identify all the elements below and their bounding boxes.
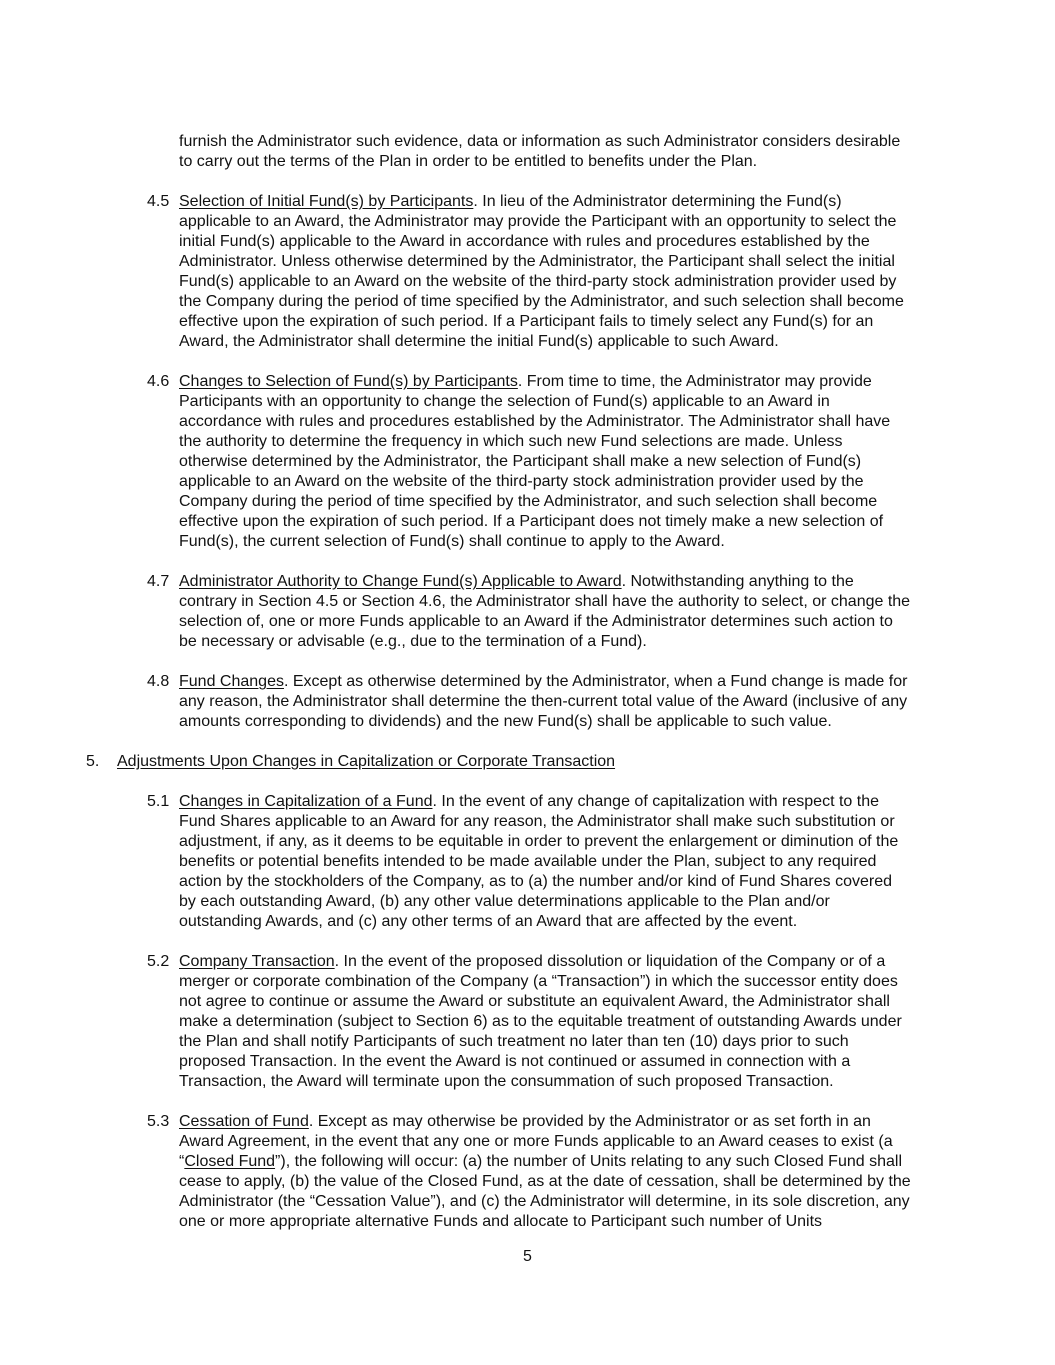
body-line: furnish the Administrator such evidence, data or information as such Administrator considers desirable <box>179 133 901 150</box>
body-text: . In lieu of the Administrator determining the Fund(s) <box>473 193 842 210</box>
section-number: 4.5 <box>147 193 170 210</box>
body-line: the Company during the period of time specified by the Administrator, and such selection shall become <box>179 293 904 310</box>
section-number: 4.8 <box>147 673 170 690</box>
body-line: make a determination (subject to Section 6) as to the equitable treatment of outstanding Awards under <box>179 1013 902 1030</box>
body-line: Transaction, the Award will terminate upon the consummation of such proposed Transaction. <box>179 1073 834 1090</box>
body-line: selection of, one or more Funds applicable to an Award if the Administrator determines such action to <box>179 613 893 630</box>
body-line: merger or corporate combination of the Company (a “Transaction”) in which the successor entity does <box>179 973 898 990</box>
body-line: initial Fund(s) applicable to the Award in accordance with rules and procedures established by the <box>179 233 870 250</box>
section-number: 5.1 <box>147 793 170 810</box>
body-line: Fund(s) applicable to an Award on the website of the third-party stock administration provider used by <box>179 273 897 290</box>
section-heading: Fund Changes <box>179 673 284 690</box>
body-line: Administrator (the “Cessation Value”), and (c) the Administrator will determine, in its sole discretion, any <box>179 1193 910 1210</box>
defined-term: Closed Fund <box>184 1153 276 1170</box>
body-text: . Except as may otherwise be provided by the Administrator or as set forth in an <box>308 1113 871 1130</box>
section-heading: Selection of Initial Fund(s) by Participants <box>179 193 474 210</box>
body-line: the Plan and shall notify Participants of such treatment no later than ten (10) days prior to such <box>179 1033 849 1050</box>
page-number: 5 <box>523 1248 532 1265</box>
body-line: by each outstanding Award, (b) any other value determinations applicable to the Plan and/or <box>179 893 830 910</box>
body-line: not agree to continue or assume the Award or substitute an equivalent Award, the Administrator shall <box>179 993 890 1010</box>
body-line <box>179 1152 902 1172</box>
section-heading: Changes in Capitalization of a Fund <box>179 793 433 810</box>
body-line: effective upon the expiration of such period. If a Participant does not timely make a new selection of <box>179 513 884 530</box>
body-line: applicable to an Award, the Administrator may provide the Participant with an opportunity to select the <box>179 213 897 230</box>
body-line: Fund Shares applicable to an Award for any reason, the Administrator shall make such substitution or <box>179 813 895 830</box>
body-line: benefits or potential benefits intended to be made available under the Plan, subject to any required <box>179 853 877 870</box>
paragraph-first-line <box>179 192 842 212</box>
body-line: Company during the period of time specified by the Administrator, and such selection shall become <box>179 493 878 510</box>
section-heading: Cessation of Fund <box>179 1113 309 1130</box>
paragraph-first-line <box>179 1112 871 1132</box>
body-text: . Except as otherwise determined by the Administrator, when a Fund change is made for <box>283 673 908 690</box>
body-line: accordance with rules and procedures established by the Administrator. The Administrator shall have <box>179 413 891 430</box>
paragraph-first-line <box>179 672 907 692</box>
body-text: “ <box>179 1153 185 1170</box>
paragraph-first-line <box>179 372 872 392</box>
body-line: effective upon the expiration of such period. If a Participant fails to timely select any Fund(s) for an <box>179 313 874 330</box>
body-line: outstanding Awards, and (c) any other terms of an Award that are affected by the event. <box>179 913 798 930</box>
body-line: any reason, the Administrator shall determine the then-current total value of the Award (inclusive of any <box>179 693 908 710</box>
section-title: Adjustments Upon Changes in Capitalization or Corporate Transaction <box>117 753 616 770</box>
body-line: otherwise determined by the Administrator, the Participant shall make a new selection of Fund(s) <box>179 453 862 470</box>
section-heading: Changes to Selection of Fund(s) by Participants <box>179 373 518 390</box>
body-text: . From time to time, the Administrator may provide <box>517 373 872 390</box>
body-line: proposed Transaction. In the event the Award is not continued or assumed in connection with a <box>179 1053 851 1070</box>
body-line: one or more appropriate alternative Funds and allocate to Participant such number of Units <box>179 1213 823 1230</box>
paragraph-first-line <box>179 572 854 592</box>
body-line: action by the stockholders of the Company, as to (a) the number and/or kind of Fund Shares covered <box>179 873 892 890</box>
body-line: cease to apply, (b) the value of the Closed Fund, as at the date of cessation, shall be determined by the <box>179 1173 911 1190</box>
body-line: Fund(s), the current selection of Fund(s) shall continue to apply to the Award. <box>179 533 725 550</box>
body-line: the authority to determine the frequency in which such new Fund selections are made. Unless <box>179 433 843 450</box>
body-text: . In the event of the proposed dissolution or liquidation of the Company or of a <box>334 953 886 970</box>
body-line: adjustment, if any, as it deems to be equitable in order to prevent the enlargement or diminution of the <box>179 833 899 850</box>
body-line: Administrator. Unless otherwise determined by the Administrator, the Participant shall select the initial <box>179 253 895 270</box>
body-line: to carry out the terms of the Plan in order to be entitled to benefits under the Plan. <box>179 153 758 170</box>
body-text: ”), the following will occur: (a) the number of Units relating to any such Closed Fund shall <box>275 1153 902 1170</box>
section-number: 4.6 <box>147 373 170 390</box>
body-line: Award, the Administrator shall determine the initial Fund(s) applicable to such Award. <box>179 333 779 350</box>
section-number: 5.2 <box>147 953 170 970</box>
body-line: amounts corresponding to dividends) and the new Fund(s) shall be applicable to such value. <box>179 713 832 730</box>
body-line: Participants with an opportunity to change the selection of Fund(s) applicable to an Award in <box>179 393 830 410</box>
paragraph-first-line <box>179 792 879 812</box>
section-number: 5.3 <box>147 1113 170 1130</box>
body-text: . In the event of any change of capitalization with respect to the <box>432 793 879 810</box>
paragraph-first-line <box>179 952 885 972</box>
section-heading: Administrator Authority to Change Fund(s) Applicable to Award <box>179 573 622 590</box>
section-number: 5. <box>86 753 100 770</box>
section-heading: Company Transaction <box>179 953 335 970</box>
body-line: contrary in Section 4.5 or Section 4.6, the Administrator shall have the authority to select, or change the <box>179 593 911 610</box>
section-number: 4.7 <box>147 573 170 590</box>
body-text: . Notwithstanding anything to the <box>621 573 854 590</box>
body-line: applicable to an Award on the website of the third-party stock administration provider used by the <box>179 473 864 490</box>
body-line: Award Agreement, in the event that any one or more Funds applicable to an Award ceases to exist (a <box>179 1133 893 1150</box>
body-line: be necessary or advisable (e.g., due to the termination of a Fund). <box>179 633 647 650</box>
